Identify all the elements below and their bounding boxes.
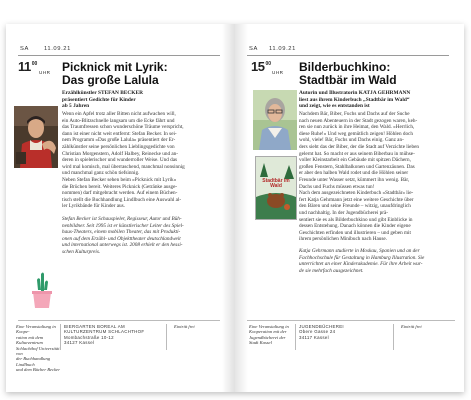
left-body-line: die Brüchen bereit. Weiteres Picknick (Getränke ausge- — [62, 183, 178, 190]
right-footer-note-line: Eine Veranstaltung in — [249, 324, 289, 329]
right-venue — [299, 324, 389, 340]
left-bio-line: nenbildner. Seit 1995 ist er künstlerischer Leiter des Spiel- — [62, 222, 184, 229]
right-body-line: dessen Entstehung. Danach können die Kinder eigene — [299, 223, 411, 230]
right-lead — [299, 90, 455, 110]
book-cover-stadtbaer — [255, 156, 297, 220]
left-venue-line: 34127 Kassel — [64, 340, 95, 346]
right-body-line: nach neuen Abenteuern in der Stadt gezogen waren, keh- — [299, 117, 418, 124]
left-time-unit: UHR — [39, 70, 51, 75]
left-venue-line: BIERGARTEN BOREAL AM — [64, 324, 125, 329]
left-footer-note-line: und dem Bücher Becker — [16, 367, 61, 373]
left-title-line: Picknick mit Lyrik: — [62, 60, 168, 74]
right-entry — [401, 324, 422, 329]
right-body-line: den Bären und seine Freunde – witzig, unaufdringlich — [299, 203, 411, 210]
left-time-min: 00 — [31, 61, 38, 67]
left-body-line: und manchmal ganz schön tiefsinnig. — [62, 170, 140, 177]
right-page — [235, 24, 464, 392]
right-time-hour: 15 — [251, 59, 265, 74]
left-venue-line: Mombachstraße 10-12 — [64, 334, 114, 340]
left-footer-divider — [60, 324, 61, 350]
right-footer-note-line: Stadt Kassel — [249, 340, 272, 346]
right-body-line: er aber den halben Wald rodet und die Höhlen seiner — [299, 170, 409, 177]
right-bio-line: Katja Gehrmann studierte in Moskau, Spanien und an der — [299, 248, 420, 254]
cactus-illustration — [28, 270, 56, 310]
right-lead-line: und zeigt, wie es entstanden ist — [299, 103, 370, 110]
right-body-line: Geschichten erfinden und illustrieren – und geben mit — [299, 229, 411, 236]
right-bio-line: unterrichtet an einer Kinderakademie. Für ihre Arbeit wur- — [299, 261, 423, 268]
left-body-line: Neben Stefan Becker sehen beim »Picknick mit Lyrik« — [62, 176, 177, 183]
left-body-line: ler Lyrikbände für Kinder aus. — [62, 203, 125, 210]
right-footer-divider — [295, 324, 296, 350]
right-event-title — [299, 61, 451, 86]
right-lead-line: Autorin und Illustratorin KATJA GEHRMANN — [299, 90, 411, 96]
left-body-line: zählkünstler seine persönlichen Lieblingsgedichte von — [62, 143, 175, 150]
left-venue-line: KULTURZENTRUM SCHLACHTHOF — [64, 329, 145, 335]
left-entry — [174, 324, 195, 329]
right-venue-line: JUGENDBÜCHEREI — [299, 324, 344, 329]
left-body-line: Wenn ein Apfel trotz aller Bitten nicht aufwachen will, — [62, 111, 176, 117]
right-body-line: Freunde unter Wasser setzt, kümmert ihn wenig. Bär, — [299, 176, 410, 183]
right-entry-text: Eintritt frei — [401, 324, 422, 329]
left-day: SA — [20, 46, 29, 52]
right-body-line: wohl, viele! Bär, Fuchs und Dachs einig. Ganz an- — [299, 137, 404, 144]
right-body-line: fert Katja Gehrmann jetzt eine weitere Geschichte über — [299, 196, 414, 203]
katja-gehrmann-photo — [253, 90, 297, 150]
left-bio-line: onen auf dem Erzähl- und Objekttheater deutschlandweit — [62, 235, 181, 242]
gutter-shadow-right — [235, 24, 248, 392]
right-day: SA — [249, 46, 258, 52]
left-footer-divider-2 — [166, 324, 167, 350]
stefan-becker-photo — [14, 106, 58, 168]
left-footer-note — [16, 324, 62, 373]
left-footer-note-line: Schlachthof Universität von — [16, 345, 60, 357]
right-time — [251, 58, 283, 75]
right-date: 11.09.21 — [269, 46, 296, 52]
gutter-shadow-left — [222, 24, 235, 392]
left-top-rule — [18, 55, 220, 56]
left-bio-text — [62, 216, 222, 256]
left-body-line: das Traumfressen schon wunderschöne Träume verspricht, — [62, 124, 184, 131]
left-footer-note-line: Eine Veranstaltung in Koope- — [16, 324, 56, 335]
right-lead-line: liest aus ihrem Kinderbuch „Stadtbär im Wald“ — [299, 96, 410, 103]
left-body-line: ein Auto-Blitzschnelle langsam um die Ecke fährt und — [62, 117, 175, 124]
left-body-line: dann ist einer nicht weit entfernt: Stefan Becker. In sei- — [62, 130, 177, 137]
left-lead-line: präsentiert Gedichte für Kinder — [62, 96, 136, 103]
left-date-label — [44, 46, 71, 52]
left-time — [18, 58, 50, 75]
left-body-line: tisch stellt die Buchhandlung Lindlbuch eine Auswahl al- — [62, 196, 182, 203]
left-event-title — [62, 61, 222, 86]
left-footer-rule — [18, 320, 220, 321]
left-footer-note-line: der Buchhandlung Lindlbuch — [16, 356, 51, 367]
left-lead-line: Erzählkünstler STEFAN BECKER — [62, 90, 143, 96]
right-footer-note — [249, 324, 295, 346]
left-bio-line: und international unterwegs ist. 2008 erhielt er den hessi- — [62, 242, 183, 249]
right-footer-rule — [247, 320, 455, 321]
left-bio-line: Stefan Becker ist Schauspieler, Regisseur, Autor und Büh- — [62, 216, 182, 222]
left-venue — [64, 324, 164, 346]
left-body-line: nommen) darf mitgebracht werden. Auf einem Büchen- — [62, 190, 178, 197]
left-body-line: Christian Morgenstern, Adolf Halbey, Reinecke und an- — [62, 150, 178, 157]
left-date: 11.09.21 — [44, 46, 71, 52]
left-footer-note-line: ration mit dem Kulturzentrum — [16, 334, 44, 346]
left-day-label — [20, 46, 29, 52]
left-time-hour: 11 — [18, 59, 31, 74]
left-bio-line: schen Kulturpreis. — [62, 248, 101, 255]
right-body-line: ders sieht das der Biber, der die Stadt auf Verzichte lieben — [299, 143, 419, 150]
right-body-line: diese Ruhe!« Und weg gemütlich zeigen! Höhlen doch — [299, 130, 413, 137]
right-footer-note-line: Jugendbücherei der — [249, 334, 286, 340]
left-entry-text: Eintritt frei — [174, 324, 195, 329]
left-lead — [62, 90, 222, 110]
right-date-label — [269, 46, 296, 52]
right-body-line: großen Fenstern, Stahlbalkonen und Gartenzäunen. Das — [299, 163, 415, 170]
right-body-line: ren sie nun zurück in ihre Heimat, den Wald. »Herrlich, — [299, 124, 415, 131]
right-bio-line: Fachhochschule für Gestaltung in Hamburg Illustration. Sie — [299, 254, 425, 261]
right-venue-line: Obere Gasse 24 — [299, 329, 336, 335]
right-body-line: Nach dem ausgezeichneten Kinderbuch »Stadtbär« lie- — [299, 190, 414, 197]
right-body-line: Nachdem Bär, Biber, Fuchs und Dachs auf der Suche — [299, 111, 410, 117]
right-footer-note-line: Kooperation mit der — [249, 329, 287, 335]
right-day-label — [249, 46, 258, 52]
right-footer-divider-2 — [393, 324, 394, 350]
left-body-line: deren in spielerischer und wunderroller Weise. Und das — [62, 157, 178, 164]
right-title-line: Stadtbär im Wald — [299, 72, 397, 87]
left-page — [6, 24, 235, 392]
program-booklet-spread — [6, 24, 464, 392]
right-title-line: Bilderbuchkino: — [299, 60, 391, 74]
left-body-line: nem Programm »Das große Lalula« präsentiert der Er- — [62, 137, 176, 144]
right-body-line: und nachhaltig. In der Jugendbücherei prä- — [299, 209, 389, 216]
right-time-unit: UHR — [272, 70, 284, 75]
book-cover-title: Stadtbär im Wald — [262, 178, 290, 190]
right-body-line: gelernt hat. So macht er aus seinem Biberbau in mühse- — [299, 150, 415, 157]
left-bio-line: haus-Theaters, einem mobilen Theater, das mit Produkti- — [62, 229, 181, 236]
right-body-text — [299, 111, 455, 243]
right-bio-line: de sie mehrfach ausgezeichnet. — [299, 267, 364, 274]
left-lead-line: ab 5 Jahren — [62, 103, 90, 110]
left-title-line: Das große Lalula — [62, 72, 159, 87]
right-bio-text — [299, 248, 455, 274]
left-body-text — [62, 111, 222, 210]
right-body-line: sentiert sie es als Bilderbuchkino und gibt Einblicke in — [299, 216, 413, 223]
right-venue-line: 34117 Kassel — [299, 334, 329, 340]
right-top-rule — [247, 55, 449, 56]
right-body-line: ihrem persönlichen Minibuch nach Hause. — [299, 236, 388, 243]
left-body-line: wird mal komisch, mal überraschend, manchmal nonsinnig — [62, 163, 185, 170]
right-body-line: voller Kleinstarbeit ein Gebäude mit spitzen Dächern, — [299, 157, 411, 164]
right-time-min: 00 — [265, 61, 272, 67]
right-body-line: Dachs und Fuchs müssen etwas tun! — [299, 183, 375, 190]
